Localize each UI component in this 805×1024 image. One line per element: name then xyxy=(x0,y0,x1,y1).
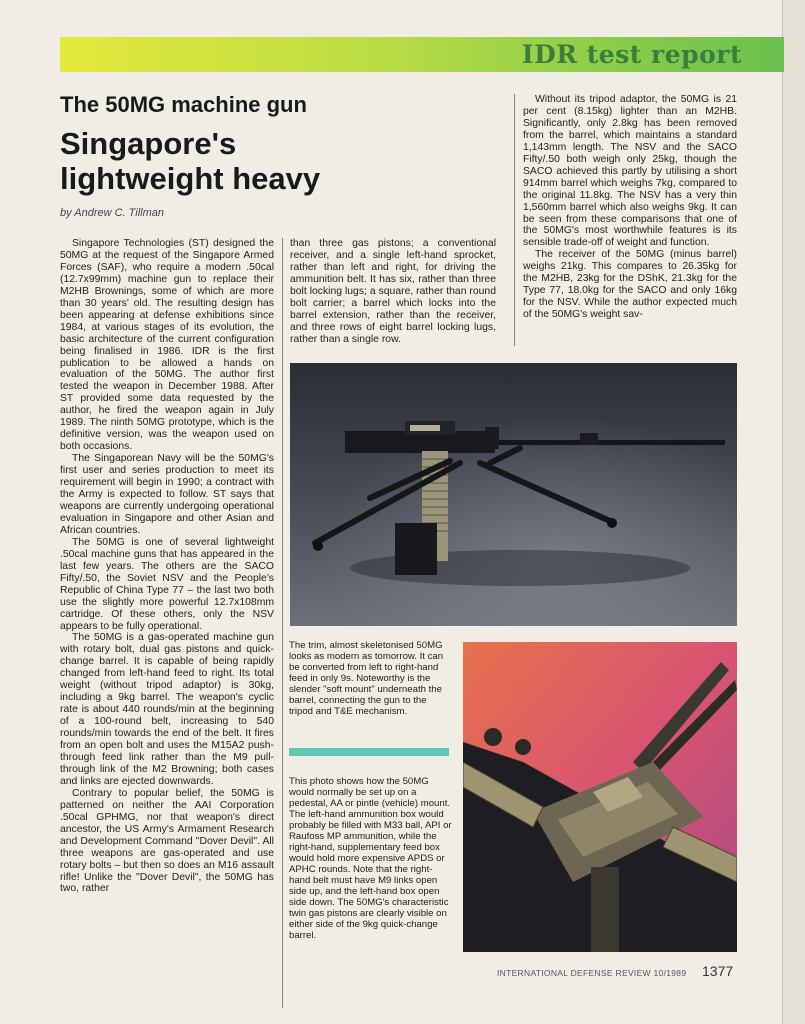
paragraph: Without its tripod adaptor, the 50MG is 21 per cent (8.15kg) lighter than an M2HB. Significantly, only 2.8kg has been removed from the barrel, which maintains a standard 1,143mm length. The NSV and the SACO Fifty/.50 both weigh only 25kg, though the SACO achieved this partly by utilising a short 914mm barrel which weighs 7kg, compared to the original 11.8kg. The NSV has a very thin 1,560mm barrel which also weighs 9kg. It can be seen from these comparisons that one of the 50MG's most worthwhile features is its sensible trade-off of weight and function. xyxy=(523,94,737,249)
column-divider xyxy=(282,238,283,1008)
photo-gun-on-tripod xyxy=(290,363,737,626)
paragraph: The receiver of the 50MG (minus barrel) weighs 21kg. This compares to 26.35kg for the M2HB, 23kg for the DShK, 21.3kg for the Type 77, 18.0kg for the SACO and only 16kg for the NSV. While the author expected much of the 50MG's weight sav- xyxy=(523,249,737,321)
page-edge xyxy=(782,0,805,1024)
body-column-3 xyxy=(523,94,737,344)
section-banner xyxy=(60,37,784,72)
article-headline: Singapore's lightweight heavy xyxy=(60,126,321,196)
article-byline: by Andrew C. Tillman xyxy=(60,207,165,219)
paragraph: The 50MG is one of several lightweight .50cal machine guns that has appeared in the last few years. The others are the SACO Fifty/.50, the Soviet NSV and the People's Republic of China Type 77 – the last two both use the slightly more powerful 12.7x108mm cartridge. Of these others, only the NSV appears to be fully operational. xyxy=(60,536,274,632)
paragraph: The 50MG is a gas-operated machine gun with rotary bolt, dual gas pistons and quick-change barrel. It is capable of being rapidly changed from left-hand feed to right. Its total weight (without tripod adaptor) is 30kg, including a 9kg barrel. The weapon's cyclic rate is about 440 rounds/min at the beginning of a 100-round belt, increasing to 540 rounds/min towards the end of the belt. It fires from an open bolt and uses the M15A2 push-through feed link rather than the M9 pull-through link of the M2 Browning; both cases and links are ejected downwards. xyxy=(60,632,274,787)
section-label: IDR test report xyxy=(521,40,742,69)
column-divider xyxy=(514,94,515,346)
photo-gun-pedestal-mount xyxy=(463,642,737,952)
paragraph: than three gas pistons; a conventional receiver, and a single left-hand sprocket, rather than left and right, for driving the ammunition belt. It has six, rather than three bolt locking lugs; a square, rather than round bolt carrier; a barrel which locks into the barrel extension, rather than the receiver, and three rows of eight barrel locking lugs, rather than a single row. xyxy=(290,238,496,345)
paragraph: Singapore Technologies (ST) designed the 50MG at the request of the Singapore Armed Forces (SAF), who require a modern .50cal (12.7x99mm) machine gun to replace their M2HB Brownings, some of which are more than 30 years' old. The resulting design has been appearing at defense exhibitions since 1984, at various stages of its evolution, the basic architecture of the current configuration being finalised in 1986. IDR is the first publication to be allowed a hands on evaluation of the 50MG. The author first tested the weapon in December 1988. After ST provided some data requested by the author, he fired the weapon again in July 1989. The ninth 50MG prototype, which is the definitive version, was the weapon used on both occasions. xyxy=(60,238,274,453)
body-column-1 xyxy=(60,238,274,1018)
paragraph: Contrary to popular belief, the 50MG is patterned on neither the AAI Corporation .50cal GPHMG, nor that weapon's direct ancestor, the US Army's Armament Research and Development Command "Dover Devil". All three weapons are gas-operated and use rotary bolts – but then so does an M16 assault rifle! Unlike the "Dover Devil", the 50MG has two, rather xyxy=(60,787,274,895)
paragraph: The Singaporean Navy will be the 50MG's first user and series production to meet its requirement will begin in 1990; a contract with the Army is expected to follow. ST says that weapons are currently undergoing operational evaluation in Singapore and other Asian and African countries. xyxy=(60,453,274,536)
photo-caption: This photo shows how the 50MG would normally be set up on a pedestal, AA or pintle (vehicle) mount. The left-hand ammunition box would probably be filled with M33 ball, API or Raufoss MP ammunition, while the right-hand, supplementary feed box would hold more expensive APDS or APHC rounds. Note that the right-hand belt must have M9 links open side up, and the left-hand box open side down. The 50MG's characteristic twin gas pistons are clearly visible on either side of the 9kg quick-change barrel. xyxy=(289,776,452,941)
article-kicker: The 50MG machine gun xyxy=(60,92,307,117)
caption-rule xyxy=(289,748,449,756)
body-column-2 xyxy=(290,238,496,348)
footer-magazine-title: INTERNATIONAL DEFENSE REVIEW 10/1989 xyxy=(497,968,687,978)
footer-page-number: 1377 xyxy=(702,963,734,979)
photo-caption: The trim, almost skeletonised 50MG looks as modern as tomorrow. It can be converted from left to right-hand feed in only 9s. Noteworthy is the slender "soft mount" underneath the barrel, connecting the gun to the tripod and T&E mechanism. xyxy=(289,640,444,717)
